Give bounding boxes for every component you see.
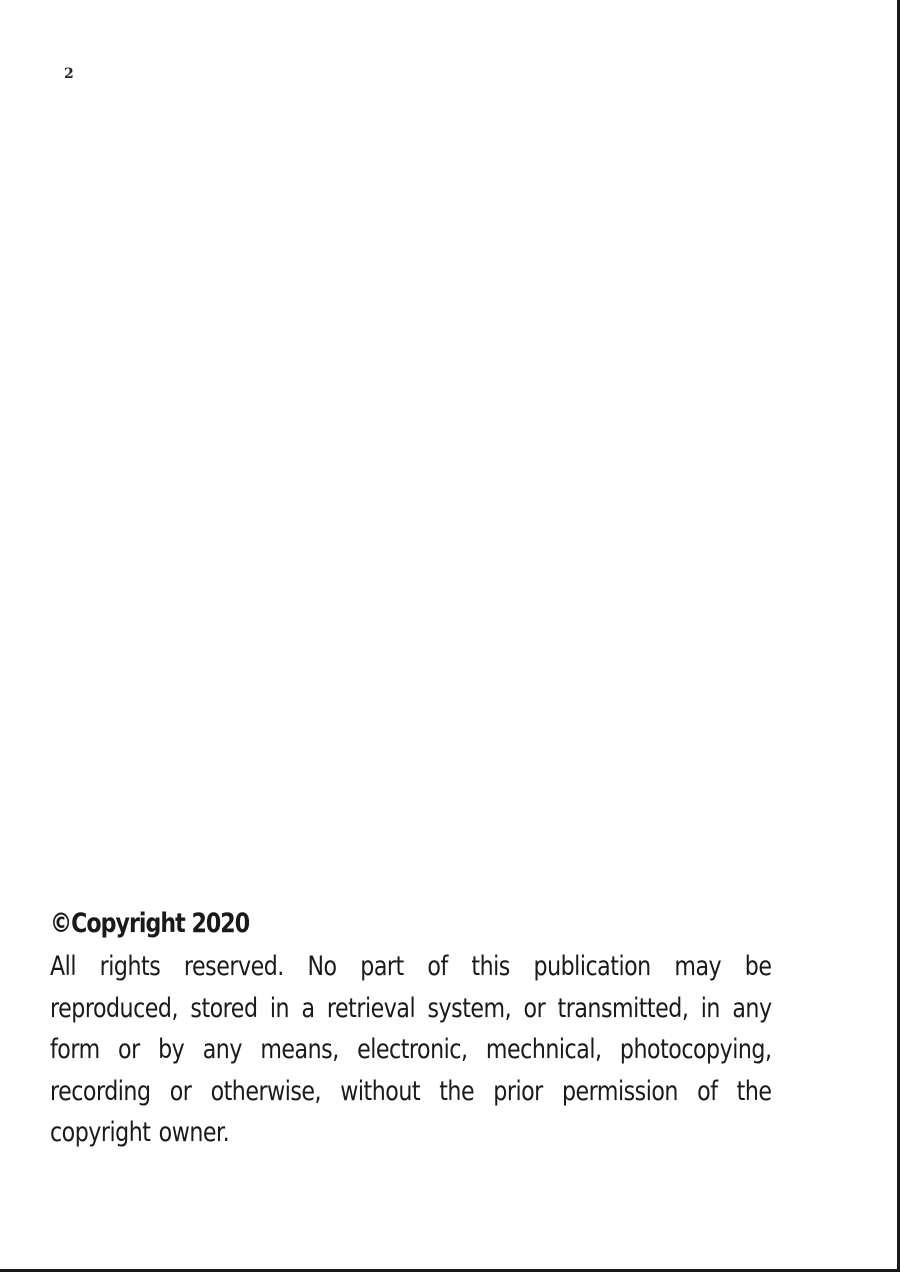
copyright-section <box>50 904 772 1154</box>
copyright-word: retrieval <box>326 992 416 1024</box>
copyright-word: reproduced, <box>50 992 179 1024</box>
copyright-word: stored <box>190 992 258 1024</box>
copyright-word: otherwise, <box>210 1075 322 1107</box>
page-number: 2 <box>64 66 74 82</box>
copyright-word: part <box>360 951 404 982</box>
copyright-word: mechnical, <box>485 1034 602 1065</box>
copyright-word: without <box>340 1075 421 1107</box>
copyright-line <box>50 1029 772 1071</box>
copyright-word: permission <box>561 1075 678 1107</box>
copyright-word: publication <box>533 951 651 982</box>
copyright-word: rights <box>99 951 161 982</box>
copyright-word: the <box>736 1075 772 1107</box>
copyright-word: of <box>427 951 448 982</box>
copyright-word: any <box>732 992 772 1024</box>
copyright-word: reserved. <box>183 951 284 982</box>
copyright-line <box>50 1071 772 1113</box>
copyright-word: or <box>169 1075 192 1107</box>
copyright-word: transmitted, <box>557 992 689 1024</box>
copyright-word: the <box>439 1075 475 1107</box>
copyright-word: a <box>301 992 315 1024</box>
copyright-word: be <box>744 951 772 982</box>
copyright-word: in <box>700 992 720 1024</box>
copyright-word: photocopying, <box>619 1034 772 1065</box>
copyright-word: means, <box>260 1034 339 1065</box>
copyright-word: may <box>674 951 722 982</box>
copyright-word: by <box>158 1034 185 1065</box>
copyright-word: any <box>202 1034 242 1065</box>
copyright-word: prior <box>493 1075 543 1107</box>
copyright-word: copyright <box>50 1117 151 1148</box>
copyright-word: in <box>269 992 290 1024</box>
copyright-line <box>50 946 772 988</box>
copyright-word: or <box>523 992 546 1024</box>
copyright-word: this <box>471 951 510 982</box>
copyright-word: owner. <box>158 1117 230 1148</box>
copyright-notice <box>50 946 772 1154</box>
copyright-heading: ©Copyright 2020 <box>50 908 250 939</box>
copyright-line <box>50 988 772 1030</box>
copyright-word: system, <box>427 992 512 1024</box>
copyright-word: All <box>50 951 76 982</box>
copyright-word: form <box>50 1034 100 1065</box>
copyright-word: electronic, <box>357 1034 468 1065</box>
copyright-word: of <box>697 1075 718 1107</box>
copyright-word: recording <box>50 1075 151 1107</box>
copyright-line <box>50 1112 772 1154</box>
copyright-word: or <box>118 1034 140 1065</box>
copyright-word: No <box>307 951 337 982</box>
